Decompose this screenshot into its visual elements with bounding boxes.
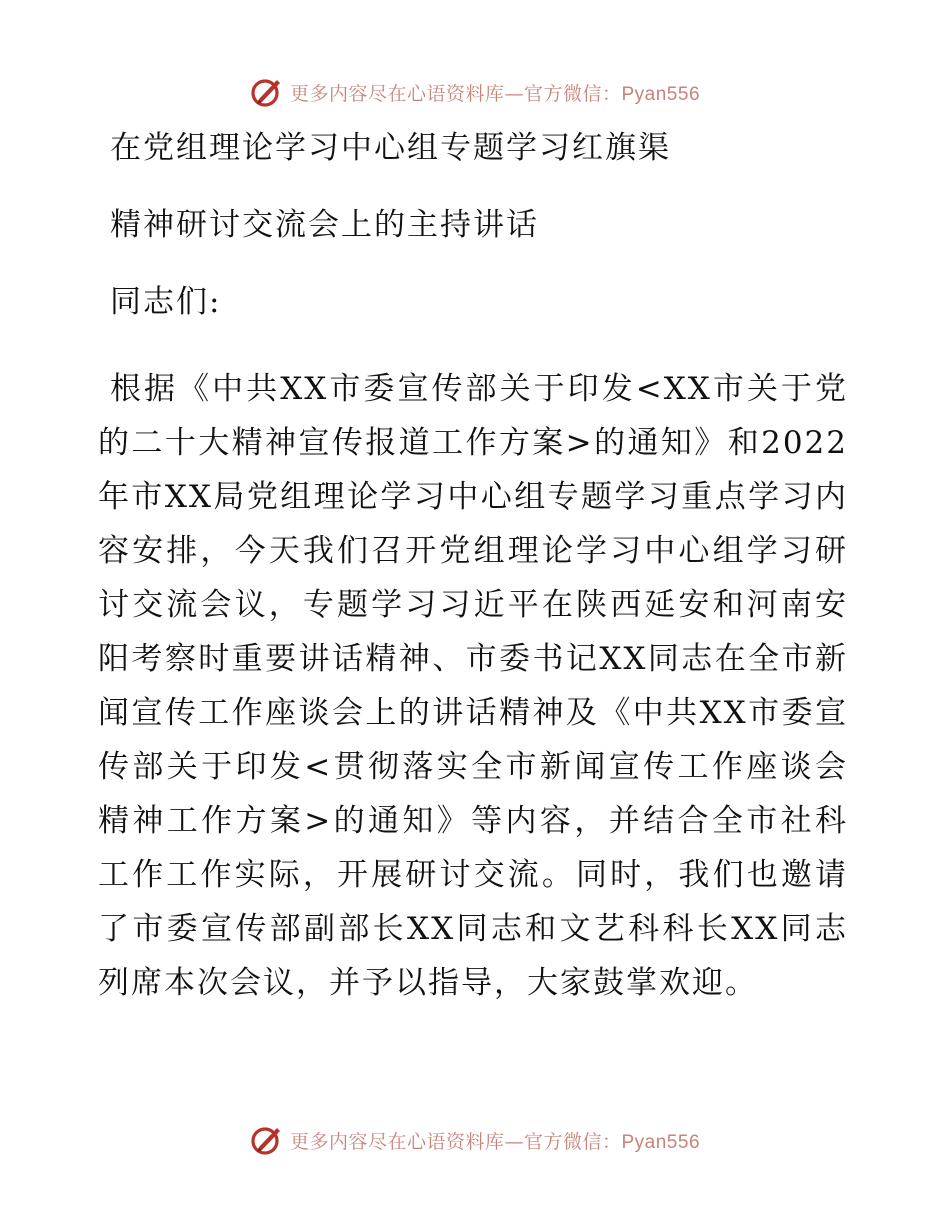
watermark-text: 更多内容尽在心语资料库—官方微信：Pyan556 [289,82,701,105]
salutation: 同志们: [110,284,222,320]
pen-logo-icon [250,1123,284,1157]
watermark-text: 更多内容尽在心语资料库—官方微信：Pyan556 [289,1130,701,1153]
pen-logo-icon [250,75,284,109]
document-title-line-2: 精神研讨交流会上的主持讲话 [110,207,539,243]
watermark-footer [0,1120,950,1160]
watermark-wechat-id: Pyan556 [621,1131,701,1153]
watermark-header [0,72,950,112]
document-title-line-1: 在党组理论学习中心组专题学习红旗渠 [110,130,671,166]
body-paragraph: 根据《中共XX市委宣传部关于印发<XX市关于党的二十大精神宣传报道工作方案>的通知》和2022年市XX局党组理论学习中心组专题学习重点学习内容安排，今天我们召开党组理论学习中心组学习研讨交流会议，专题学习习近平在陕西延安和河南安阳考察时重要讲话精神、市委书记XX同志在全市新闻宣传工作座谈会上的讲话精神及《中共XX市委宣传部关于印发<贯彻落实全市新闻宣传工作座谈会精神工作方案>的通知》等内容，并结合全市社科工作工作实际，开展研讨交流。同时，我们也邀请了市委宣传部副部长XX同志和文艺科科长XX同志列席本次会议，并予以指导，大家鼓掌欢迎。 [98,371,848,1001]
document-body [98,120,858,1041]
watermark-wechat-id: Pyan556 [621,83,701,105]
